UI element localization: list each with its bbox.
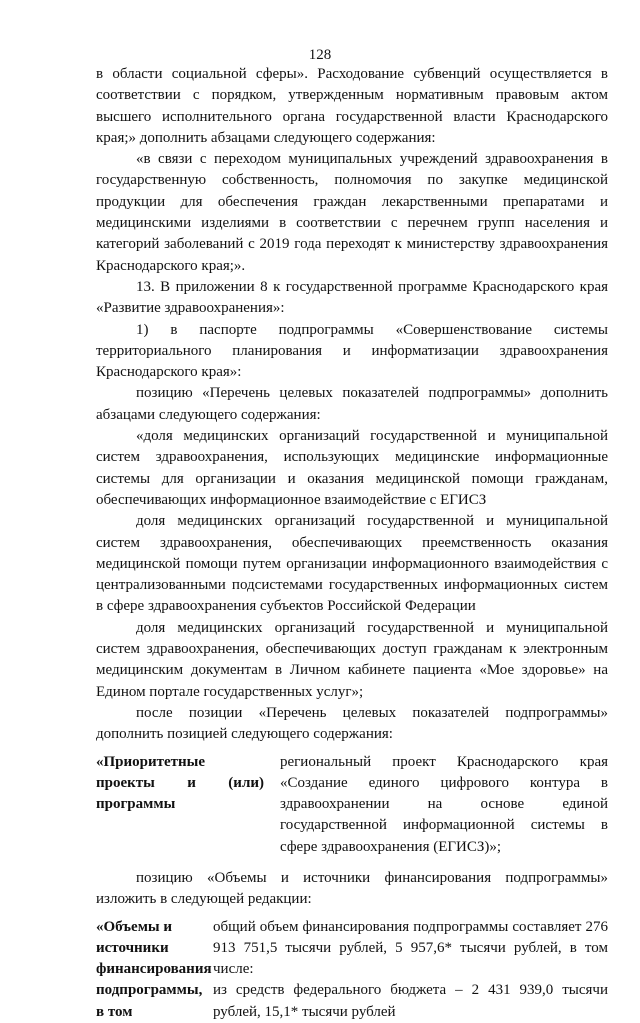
paragraph: доля медицинских организаций государственной и муниципальной систем здравоохранения, обеспечивающих преемственность оказания медицинской помощи путем организации информационного взаимодействия с централизованными подсистемами государственных информационных систем в сфере здравоохранения субъектов Российской Федерации [96, 513, 608, 615]
priority-projects-label-cell [96, 752, 264, 816]
paragraph: 1) в паспорте подпрограммы «Совершенствование системы территориального планирования и информатизации здравоохранения Краснодарского края»: [96, 321, 608, 381]
paragraph: доля медицинских организаций государственной и муниципальной систем здравоохранения, обеспечивающих доступ гражданам к электронным медицинским документам в Личном кабинете пациента «Мое здоровье» на Едином портале государственных услуг»; [96, 619, 608, 700]
paragraphs-section-a [96, 64, 608, 746]
priority-projects-text-cell [280, 752, 608, 858]
paragraph: в области социальной сферы». Расходование субвенций осуществляется в соответствии с порядком, утвержденным нормативным правовым актом высшего исполнительного органа государственной власти Краснодарского края;» дополнить абзацами следующего содержания: [96, 66, 608, 146]
paragraph: «доля медицинских организаций государственной и муниципальной систем здравоохранения, использующих медицинские информационные системы для организации и оказания медицинской помощи гражданам, обеспечивающих информационное взаимодействие с ЕГИСЗ [96, 428, 608, 508]
paragraph: после позиции «Перечень целевых показателей подпрограммы» дополнить позицией следующего содержания: [96, 704, 608, 743]
spacer [96, 858, 608, 868]
funding-block [96, 917, 608, 1023]
funding-line: из средств федерального бюджета – 2 431 939,0 тысячи рублей, 15,1* тысячи рублей [213, 982, 608, 1020]
priority-projects-block [96, 752, 608, 858]
priority-projects-label: «Приоритетные проекты и (или) программы [96, 753, 264, 813]
funding-label: «Объемы и источники финансирования подпрограммы, в том [96, 918, 212, 1020]
paragraph: позицию «Перечень целевых показателей подпрограммы» дополнить абзацами следующего содержания: [96, 385, 608, 423]
paragraph: 13. В приложении 8 к государственной программе Краснодарского края «Развитие здравоохранения»: [96, 278, 608, 317]
funding-text-cell [213, 917, 608, 1023]
funding-label-cell [96, 917, 212, 1023]
page-number: 128 [308, 47, 332, 63]
paragraph: «в связи с переходом муниципальных учреждений здравоохранения в государственную собственность, полномочия по закупке медицинской продукции для обеспечения граждан лекарственными препаратами и медицинскими изделиями в соответствии с перечнем групп населения и категорий заболеваний с 2019 года переходят к министерству здравоохранения Краснодарского края;». [96, 151, 608, 274]
paragraph: позицию «Объемы и источники финансирования подпрограммы» изложить в следующей редакции: [96, 869, 608, 908]
document-body [96, 64, 608, 1023]
priority-projects-text: региональный проект Краснодарского края «Создание единого цифрового контура в здравоохранении на основе единой государственной информационной системы в сфере здравоохранения (ЕГИСЗ)»; [280, 753, 608, 855]
funding-line: общий объем финансирования подпрограммы составляет 276 913 751,5 тысячи рублей, 5 957,6* тысячи рублей, в том числе: [213, 918, 608, 978]
